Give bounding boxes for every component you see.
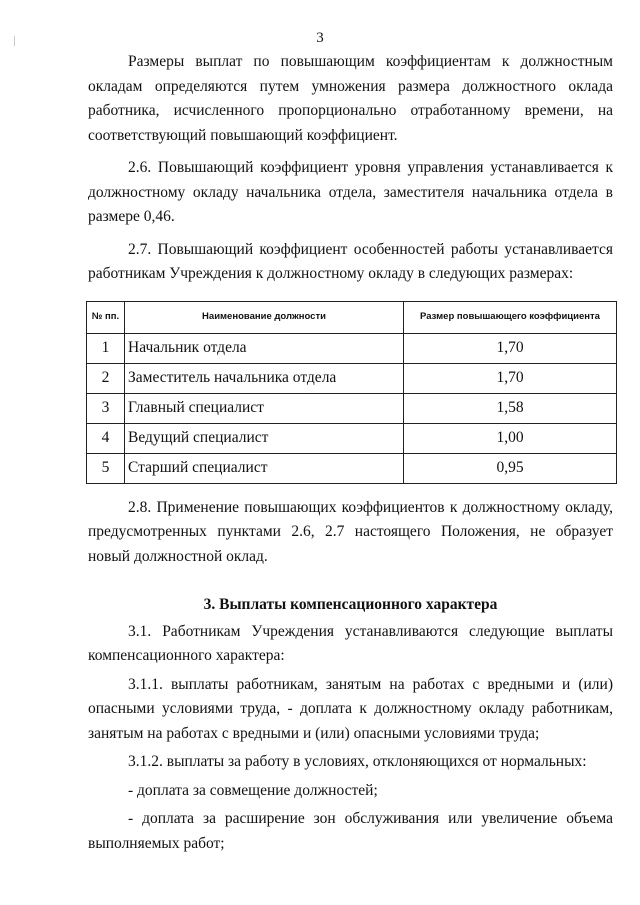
- table-row: [87, 423, 617, 453]
- paragraph-3-1-2: 3.1.2. выплаты за работу в условиях, отклоняющихся от нормальных:: [128, 753, 587, 770]
- list-item-service-expansion-surcharge: - доплата за расширение зон обслуживания или увеличение объема выполняемых работ;: [88, 810, 613, 852]
- table-row: [87, 333, 617, 363]
- row-position-name: Ведущий специалист: [125, 423, 404, 453]
- coefficient-table: [86, 301, 617, 484]
- table-row: [87, 453, 617, 483]
- row-number: 3: [87, 393, 125, 423]
- document-body: [88, 50, 613, 856]
- paragraph-2-7: 2.7. Повышающий коэффициент особенностей работы устанавливается работникам Учреждения к должностному окладу в следующих размерах:: [88, 240, 613, 282]
- header-number: № пп.: [87, 301, 125, 333]
- paragraph-coefficient-calculation: Размеры выплат по повышающим коэффициентам к должностным окладам определяются путем умножения размера должностного оклада работника, исчисленного пропорционально отработанному времени, на соответствующий повышающий коэффициент.: [88, 53, 613, 144]
- row-coefficient: 1,00: [404, 423, 617, 453]
- paragraph-2-6: 2.6. Повышающий коэффициент уровня управления устанавливается к должностному окладу начальника отдела, заместителя начальника отдела в размере 0,46.: [88, 159, 613, 225]
- paragraph-3-1: 3.1. Работникам Учреждения устанавливаются следующие выплаты компенсационного характера:: [88, 622, 613, 664]
- row-position-name: Начальник отдела: [125, 333, 404, 363]
- header-coefficient: Размер повышающего коэффициента: [404, 301, 617, 333]
- row-position-name: Заместитель начальника отдела: [125, 363, 404, 393]
- row-number: 2: [87, 363, 125, 393]
- header-position-name: Наименование должности: [125, 301, 404, 333]
- row-coefficient: 1,70: [404, 333, 617, 363]
- row-coefficient: 0,95: [404, 453, 617, 483]
- row-coefficient: 1,58: [404, 393, 617, 423]
- row-coefficient: 1,70: [404, 363, 617, 393]
- section-3-heading: 3. Выплаты компенсационного характера: [203, 596, 498, 613]
- table-row: [87, 393, 617, 423]
- row-number: 4: [87, 423, 125, 453]
- table-header-row: [87, 301, 617, 333]
- table-row: [87, 363, 617, 393]
- paragraph-2-8: 2.8. Применение повышающих коэффициентов к должностному окладу, предусмотренных пунктами 2.6, 2.7 настоящего Положения, не образует новый должностной оклад.: [88, 498, 613, 565]
- row-position-name: Старший специалист: [125, 453, 404, 483]
- row-number: 5: [87, 453, 125, 483]
- page-number: 3: [316, 30, 324, 46]
- paragraph-3-1-1: 3.1.1. выплаты работникам, занятым на работах с вредными и (или) опасными условиями труда, - доплата к должностному окладу работникам, занятым на работах с вредными и (или) опасными условиями труда;: [88, 675, 613, 742]
- row-position-name: Главный специалист: [125, 393, 404, 423]
- row-number: 1: [87, 333, 125, 363]
- list-item-combination-surcharge: - доплата за совмещение должностей;: [128, 781, 378, 799]
